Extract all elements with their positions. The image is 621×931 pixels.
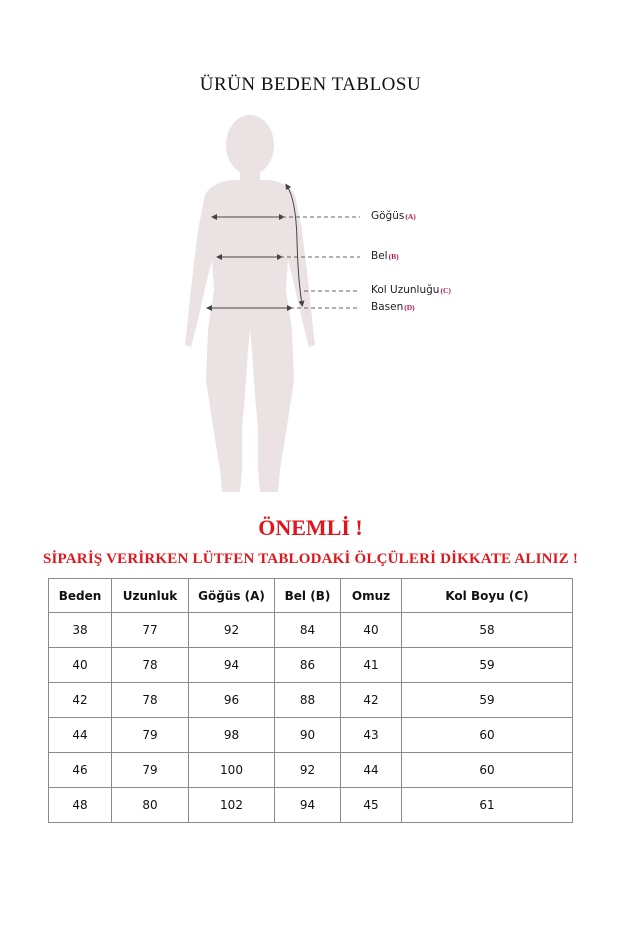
table-cell: 43 [341, 718, 402, 753]
table-cell: 96 [189, 683, 275, 718]
table-cell: 44 [49, 718, 112, 753]
header-cell: Omuz [341, 579, 402, 613]
table-row [49, 753, 573, 788]
table-row [49, 788, 573, 823]
table-cell: 40 [49, 648, 112, 683]
measurement-label-chest: Göğüs(A) [371, 210, 416, 222]
table-cell: 88 [275, 683, 341, 718]
table-cell: 100 [189, 753, 275, 788]
table-cell: 59 [402, 683, 573, 718]
table-cell: 92 [275, 753, 341, 788]
table-row [49, 613, 573, 648]
table-cell: 58 [402, 613, 573, 648]
table-cell: 86 [275, 648, 341, 683]
table-cell: 98 [189, 718, 275, 753]
measurement-label-hip: Basen(D) [371, 301, 415, 313]
table-cell: 77 [112, 613, 189, 648]
table-cell: 80 [112, 788, 189, 823]
table-cell: 45 [341, 788, 402, 823]
table-cell: 38 [49, 613, 112, 648]
page-title: ÜRÜN BEDEN TABLOSU [199, 74, 422, 95]
table-cell: 60 [402, 718, 573, 753]
table-cell: 94 [189, 648, 275, 683]
table-cell: 79 [112, 718, 189, 753]
measurement-label-sleeve: Kol Uzunluğu(C) [371, 284, 451, 296]
table-cell: 92 [189, 613, 275, 648]
header-cell: Göğüs (A) [189, 579, 275, 613]
table-header-row [49, 579, 573, 613]
size-table [48, 578, 573, 823]
table-cell: 41 [341, 648, 402, 683]
important-heading: ÖNEMLİ ! [258, 515, 363, 540]
table-cell: 48 [49, 788, 112, 823]
header-cell: Uzunluk [112, 579, 189, 613]
table-cell: 79 [112, 753, 189, 788]
table-cell: 94 [275, 788, 341, 823]
measurement-label-waist: Bel(B) [371, 250, 399, 262]
warning-text: SİPARİŞ VERİRKEN LÜTFEN TABLODAKİ ÖLÇÜLERİ DİKKATE ALINIZ ! [42, 551, 579, 567]
table-cell: 78 [112, 648, 189, 683]
table-cell: 46 [49, 753, 112, 788]
table-cell: 42 [341, 683, 402, 718]
table-cell: 44 [341, 753, 402, 788]
table-cell: 60 [402, 753, 573, 788]
table-cell: 42 [49, 683, 112, 718]
header-cell: Beden [49, 579, 112, 613]
header-cell: Kol Boyu (C) [402, 579, 573, 613]
table-cell: 61 [402, 788, 573, 823]
table-row [49, 718, 573, 753]
woman-silhouette [185, 115, 315, 492]
table-cell: 59 [402, 648, 573, 683]
table-cell: 78 [112, 683, 189, 718]
table-cell: 90 [275, 718, 341, 753]
table-row [49, 648, 573, 683]
table-cell: 84 [275, 613, 341, 648]
table-cell: 40 [341, 613, 402, 648]
table-row [49, 683, 573, 718]
header-cell: Bel (B) [275, 579, 341, 613]
table-cell: 102 [189, 788, 275, 823]
